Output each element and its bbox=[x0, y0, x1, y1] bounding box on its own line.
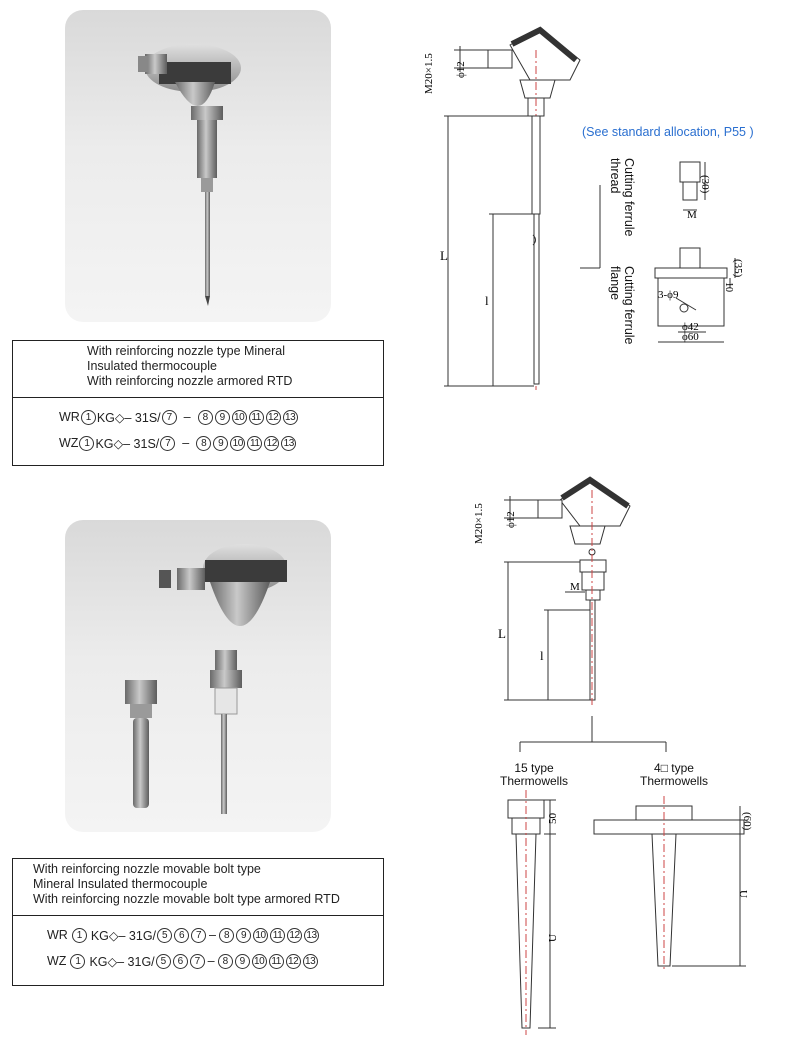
model-code-row bbox=[59, 430, 383, 456]
dim-30: (30) bbox=[699, 175, 711, 194]
code-circle: 13 bbox=[304, 928, 319, 943]
code-circle: 9 bbox=[215, 410, 230, 425]
code-circle: 5 bbox=[156, 954, 171, 969]
code-circle: 10 bbox=[253, 928, 268, 943]
code-circle: 9 bbox=[235, 954, 250, 969]
code-circle: 7 bbox=[160, 436, 175, 451]
spec-description bbox=[13, 341, 383, 398]
code-prefix: WR bbox=[47, 928, 68, 942]
code-circle: 12 bbox=[287, 928, 302, 943]
code-mid: KG◇– 31S/ bbox=[95, 436, 160, 451]
code-circle: 9 bbox=[236, 928, 251, 943]
code-circle: 12 bbox=[266, 410, 281, 425]
dim-35: (35) bbox=[732, 259, 744, 278]
code-circle: 5 bbox=[157, 928, 172, 943]
code-circle: 1 bbox=[72, 928, 87, 943]
desc-line: With reinforcing nozzle movable bolt type armored RTD bbox=[33, 892, 340, 906]
allocation-note: (See standard allocation, P55 ) bbox=[582, 125, 754, 139]
dim-U: U bbox=[547, 934, 559, 942]
desc-line: With reinforcing nozzle movable bolt type bbox=[33, 862, 261, 876]
desc-line: Mineral Insulated thermocouple bbox=[33, 877, 208, 891]
dim-L: L bbox=[440, 248, 448, 263]
code-mid: KG◇– 31S/ bbox=[96, 410, 161, 425]
code-circle: 13 bbox=[303, 954, 318, 969]
code-circle: 12 bbox=[286, 954, 301, 969]
code-circle: 11 bbox=[247, 436, 262, 451]
code-circle: 12 bbox=[264, 436, 279, 451]
desc-line: With reinforcing nozzle armored RTD bbox=[87, 374, 293, 388]
product-photo-bottom bbox=[65, 520, 331, 832]
code-dash: – bbox=[209, 928, 216, 942]
dim-50: 50 bbox=[547, 813, 559, 824]
desc-line: With reinforcing nozzle type Mineral bbox=[87, 344, 285, 358]
code-circle: 13 bbox=[283, 410, 298, 425]
spec-box-top bbox=[12, 340, 384, 466]
well-title-line: Thermowells bbox=[499, 774, 568, 788]
model-code-row bbox=[47, 948, 383, 974]
dim-l: l bbox=[485, 293, 489, 308]
code-prefix: WZ bbox=[47, 954, 67, 968]
code-circle: 8 bbox=[198, 410, 213, 425]
dim-42: ϕ42 bbox=[682, 321, 699, 333]
technical-drawing-top bbox=[400, 20, 800, 400]
code-prefix: WR bbox=[59, 410, 80, 424]
code-circle: 10 bbox=[232, 410, 247, 425]
holes-label: 3-ϕ9 bbox=[658, 289, 679, 301]
dim-10: 10 bbox=[723, 282, 734, 292]
code-dash: – bbox=[182, 436, 190, 450]
desc-line: Insulated thermocouple bbox=[87, 359, 217, 373]
code-mid: KG◇– 31G/ bbox=[90, 928, 157, 943]
model-code-row bbox=[47, 922, 383, 948]
code-circle: 10 bbox=[252, 954, 267, 969]
dim-M: M bbox=[687, 209, 697, 221]
code-circle: 11 bbox=[270, 928, 285, 943]
dim-M: M bbox=[570, 581, 580, 593]
code-circle: 6 bbox=[173, 954, 188, 969]
technical-drawing-bottom bbox=[440, 470, 800, 1040]
code-circle: 10 bbox=[230, 436, 245, 451]
code-mid: KG◇– 31G/ bbox=[89, 954, 155, 969]
dim-L: L bbox=[498, 626, 506, 641]
well4-title bbox=[632, 762, 716, 788]
code-circle: 7 bbox=[190, 954, 205, 969]
code-prefix: WZ bbox=[59, 436, 79, 450]
model-code-row bbox=[59, 404, 383, 430]
dia-label: ϕ12 bbox=[455, 61, 467, 78]
well15-title bbox=[492, 762, 576, 788]
code-circle: 1 bbox=[70, 954, 85, 969]
code-dash: – bbox=[207, 954, 215, 968]
code-circle: 8 bbox=[218, 954, 233, 969]
well-title-line: 4□ type bbox=[654, 761, 694, 775]
spec-description bbox=[13, 859, 383, 916]
code-circle: 7 bbox=[191, 928, 206, 943]
code-circle: 11 bbox=[249, 410, 264, 425]
code-circle: 8 bbox=[196, 436, 211, 451]
code-circle: 7 bbox=[162, 410, 177, 425]
code-circle: 6 bbox=[174, 928, 189, 943]
code-circle: 1 bbox=[79, 436, 94, 451]
well-title-line: 15 type bbox=[514, 761, 554, 775]
code-circle: 13 bbox=[281, 436, 296, 451]
thread-label: M20×1.5 bbox=[423, 53, 435, 94]
well-title-line: Thermowells bbox=[639, 774, 708, 788]
spec-box-bottom bbox=[12, 858, 384, 986]
code-circle: 9 bbox=[213, 436, 228, 451]
dim-l: l bbox=[540, 648, 544, 663]
dim-U: U bbox=[737, 890, 749, 898]
product-photo-top bbox=[65, 10, 331, 322]
thread-label: M20×1.5 bbox=[473, 503, 485, 544]
dim-60: ϕ60 bbox=[682, 331, 699, 343]
dia-label: ϕ12 bbox=[505, 511, 517, 528]
code-dash: – bbox=[183, 410, 191, 424]
dim-60: (60) bbox=[741, 812, 753, 831]
code-circle: 8 bbox=[219, 928, 234, 943]
code-circle: 1 bbox=[81, 410, 96, 425]
code-circle: 11 bbox=[269, 954, 284, 969]
cutting-thread-label: Cutting ferrule thread bbox=[608, 158, 636, 237]
cutting-flange-label: Cutting ferrule flange bbox=[608, 266, 636, 345]
